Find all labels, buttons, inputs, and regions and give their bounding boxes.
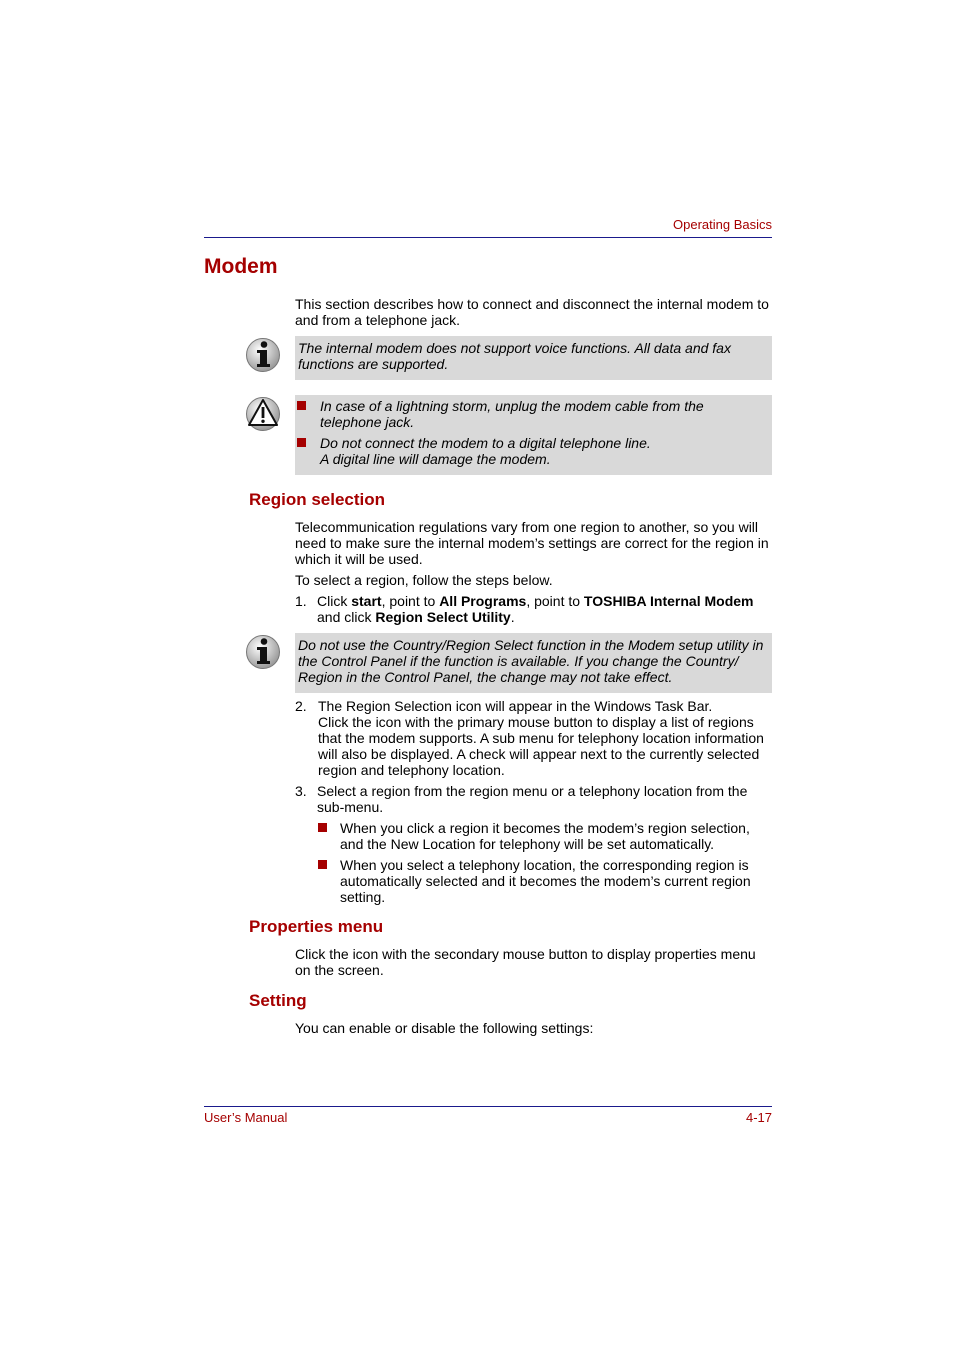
step-1 xyxy=(317,593,777,625)
caution-item-2: Do not connect the modem to a digital telephone line. A digital line will damage the modem. xyxy=(320,435,651,467)
step-1-line-1: Click start, point to All Programs, point to TOSHIBA Internal Modem xyxy=(317,593,754,609)
bullet-square xyxy=(297,438,306,447)
step-3-bullet-2: When you select a telephony location, the corresponding region is automatically selected and it becomes the modem’s current region setting. xyxy=(340,857,751,905)
bullet-square xyxy=(318,860,327,869)
note-country-region: Do not use the Country/Region Select function in the Modem setup utility in the Control Panel if the function is available. If you change the Country/ Region in the Control Panel, the change may not take effect. xyxy=(295,633,772,693)
caution-icon xyxy=(245,395,281,438)
running-header: Operating Basics xyxy=(673,217,772,232)
setting-paragraph: You can enable or disable the following settings: xyxy=(295,1020,594,1036)
step-1-line-2: and click Region Select Utility. xyxy=(317,609,515,625)
bullet-square xyxy=(318,823,327,832)
footer-manual-title: User’s Manual xyxy=(204,1110,288,1125)
bullet-square xyxy=(297,401,306,410)
heading-region-selection: Region selection xyxy=(249,490,386,509)
step-3-number: 3. xyxy=(295,783,307,799)
header-rule xyxy=(204,237,772,238)
caution-item-1: In case of a lightning storm, unplug the modem cable from the telephone jack. xyxy=(320,398,704,430)
step-3-text: Select a region from the region menu or a telephony location from the sub-menu. xyxy=(317,783,748,815)
heading-properties-menu: Properties menu xyxy=(249,917,384,936)
intro-paragraph: This section describes how to connect and disconnect the internal modem to and from a telephone jack. xyxy=(295,296,769,328)
caution-box xyxy=(295,395,772,475)
info-icon xyxy=(245,633,281,676)
note-voice-functions: The internal modem does not support voice functions. All data and fax functions are supported. xyxy=(295,336,772,380)
step-3-bullet-1: When you click a region it becomes the modem’s region selection, and the New Location for telephony will be set automatically. xyxy=(340,820,750,852)
page-number: 4-17 xyxy=(745,1110,772,1125)
step-2: The Region Selection icon will appear in the Windows Task Bar. Click the icon with the primary mouse button to display a list of regions that the modem supports. A sub menu for telephony location information will also be displayed. A check will appear next to the currently selected region and telephony location. xyxy=(318,698,764,778)
footer-rule xyxy=(204,1106,772,1107)
info-icon xyxy=(245,336,281,379)
region-paragraph-1: Telecommunication regulations vary from one region to another, so you will need to make sure the internal modem’s settings are correct for the region in which it will be used. xyxy=(295,519,769,567)
heading-setting: Setting xyxy=(249,991,307,1010)
step-2-number: 2. xyxy=(295,698,307,714)
page-title: Modem xyxy=(204,255,278,278)
region-paragraph-2: To select a region, follow the steps below. xyxy=(295,572,553,588)
step-1-number: 1. xyxy=(295,593,307,609)
properties-paragraph: Click the icon with the secondary mouse button to display properties menu on the screen. xyxy=(295,946,756,978)
